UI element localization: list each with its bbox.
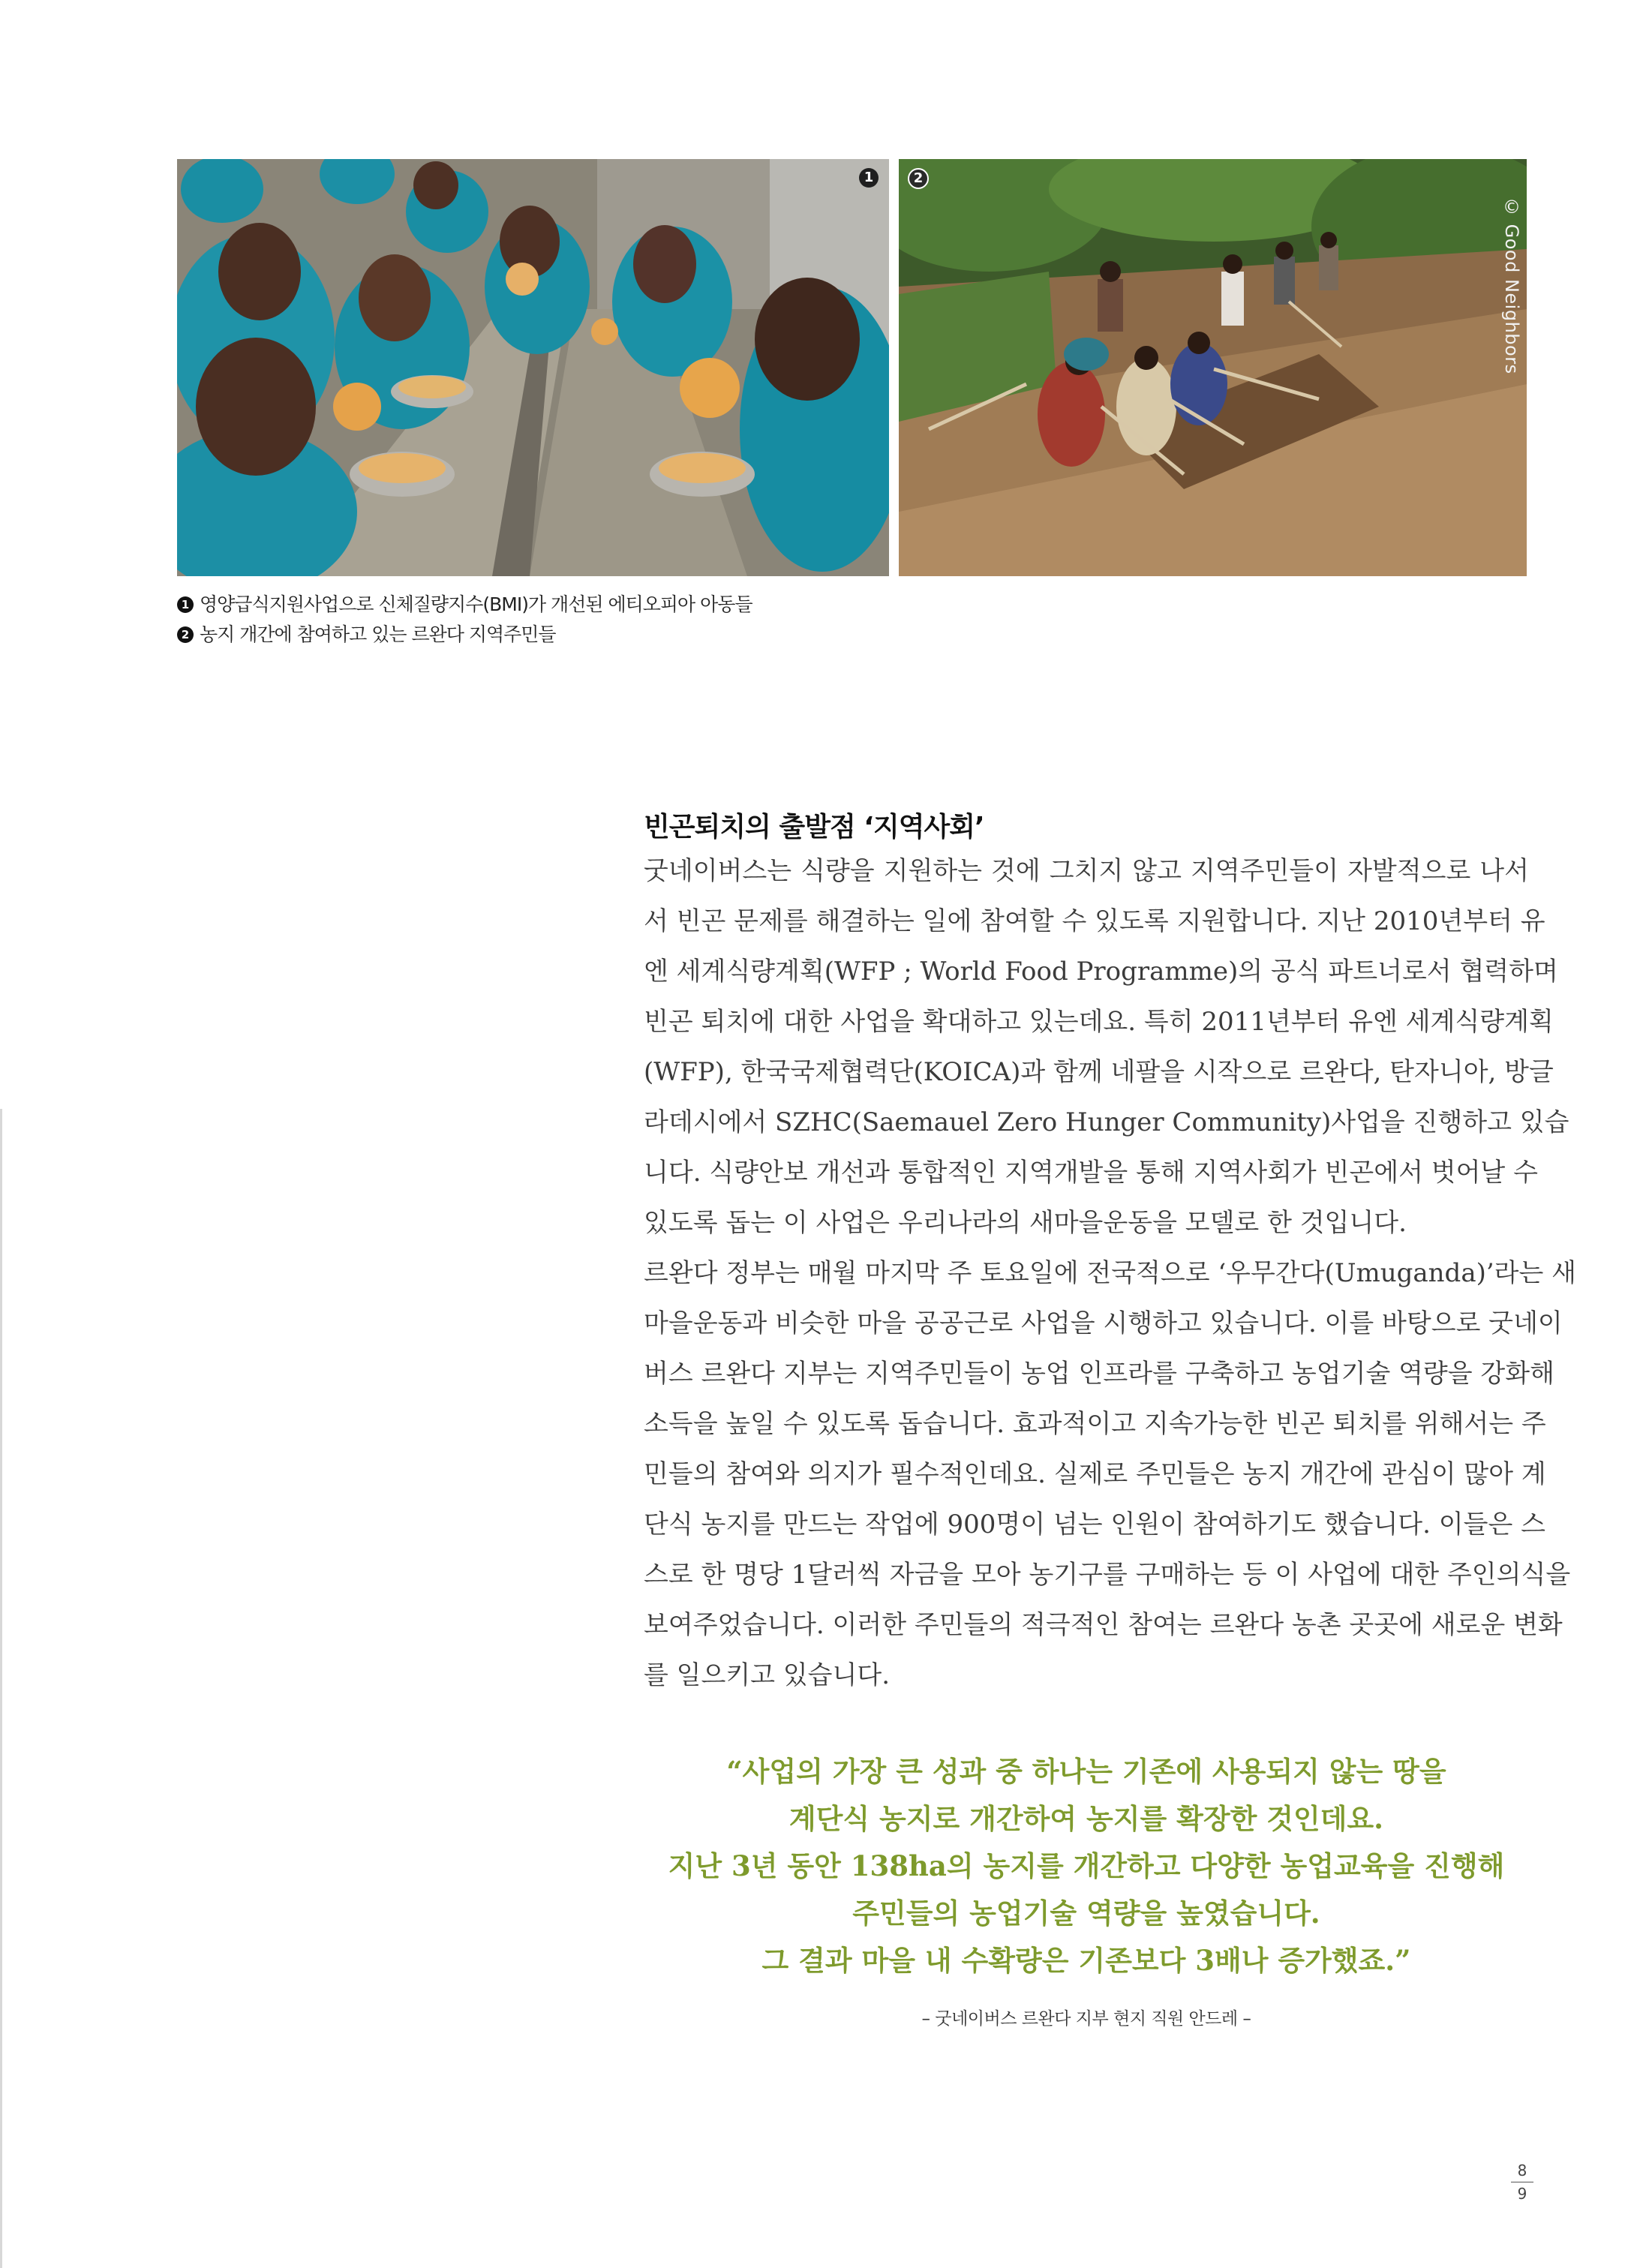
body-line: 르완다 정부는 매월 마지막 주 토요일에 전국적으로 ‘우무간다(Umuganda)’라는 새 — [644, 1258, 1576, 1288]
body-line: 민들의 참여와 의지가 필수적인데요. 실제로 주민들은 농지 개간에 관심이 많아 계 — [644, 1459, 1546, 1489]
body-line: 굿네이버스는 식량을 지원하는 것에 그치지 않고 지역주민들이 자발적으로 나서 — [644, 856, 1529, 886]
quote-line: 지난 3년 동안 138ha의 농지를 개간하고 다양한 농업교육을 진행해 — [668, 1849, 1505, 1882]
photo-children-illustration — [177, 159, 889, 576]
body-line: 마을운동과 비슷한 마을 공공근로 사업을 시행하고 있습니다. 이를 바탕으로 굿네이 — [644, 1308, 1563, 1338]
photo-badge-2: 2 — [908, 168, 929, 189]
body-line: 보여주었습니다. 이러한 주민들의 적극적인 참여는 르완다 농촌 곳곳에 새로운 변화 — [644, 1610, 1563, 1640]
body-line: (WFP), 한국국제협력단(KOICA)과 함께 네팔을 시작으로 르완다, 탄자니아, 방글 — [644, 1057, 1554, 1087]
quote-line: “사업의 가장 큰 성과 중 하나는 기존에 사용되지 않는 땅을 — [726, 1755, 1446, 1788]
body-line: 버스 르완다 지부는 지역주민들이 농업 인프라를 구축하고 농업기술 역량을 강화해 — [644, 1359, 1554, 1389]
quote-attribution: – 굿네이버스 르완다 지부 현지 직원 안드레 – — [921, 2009, 1251, 2029]
photo-captions — [177, 590, 752, 650]
body-line: 단식 농지를 만드는 작업에 900명이 넘는 인원이 참여하기도 했습니다. 이들은 스 — [644, 1509, 1545, 1540]
caption-2 — [177, 620, 752, 650]
caption-1 — [177, 590, 752, 620]
body-line: 있도록 돕는 이 사업은 우리나라의 새마을운동을 모델로 한 것입니다. — [644, 1208, 1407, 1238]
body-line: 스로 한 명당 1달러씩 자금을 모아 농기구를 구매하는 등 이 사업에 대한 주인의식을 — [644, 1560, 1571, 1590]
left-margin-rule — [0, 1109, 2, 2268]
caption-text-2: 농지 개간에 참여하고 있는 르완다 지역주민들 — [200, 623, 556, 645]
photo-rwandan-farmers — [899, 159, 1527, 576]
page-number-left: 8 — [1517, 2161, 1527, 2179]
page-numbers — [1511, 2161, 1533, 2203]
page-number-right: 9 — [1517, 2185, 1527, 2203]
caption-badge-2: 2 — [177, 626, 194, 643]
body-line: 니다. 식량안보 개선과 통합적인 지역개발을 통해 지역사회가 빈곤에서 벗어날 수 — [644, 1158, 1538, 1188]
body-line: 서 빈곤 문제를 해결하는 일에 참여할 수 있도록 지원합니다. 지난 2010년부터 유 — [644, 906, 1545, 936]
body-line: 엔 세계식량계획(WFP ; World Food Programme)의 공식 파트너로서 협력하며 — [644, 957, 1558, 987]
body-line: 빈곤 퇴치에 대한 사업을 확대하고 있는데요. 특히 2011년부터 유엔 세계식량계획 — [644, 1007, 1554, 1037]
body-line: 를 일으키고 있습니다. — [644, 1660, 891, 1690]
article-body — [644, 846, 1576, 1701]
section-title: 빈곤퇴치의 출발점 ‘지역사회’ — [644, 812, 984, 843]
photo-credit: © Good Neighbors — [1501, 197, 1522, 374]
quote-line: 계단식 농지로 개간하여 농지를 확장한 것인데요. — [788, 1802, 1384, 1835]
body-line: 소득을 높일 수 있도록 돕습니다. 효과적이고 지속가능한 빈곤 퇴치를 위해서는 주 — [644, 1409, 1546, 1439]
pull-quote — [644, 1748, 1529, 1984]
quote-line: 주민들의 농업기술 역량을 높였습니다. — [852, 1897, 1320, 1930]
caption-text-1: 영양급식지원사업으로 신체질량지수(BMI)가 개선된 에티오피아 아동들 — [200, 593, 752, 615]
photo-ethiopian-children — [177, 159, 889, 576]
photo-farmers-illustration — [899, 159, 1527, 576]
photo-badge-1: 1 — [859, 168, 879, 188]
caption-badge-1: 1 — [177, 596, 194, 613]
quote-line: 그 결과 마을 내 수확량은 기존보다 3배나 증가했죠.” — [761, 1944, 1411, 1977]
body-line: 라데시에서 SZHC(Saemauel Zero Hunger Community)사업을 진행하고 있습 — [644, 1107, 1569, 1137]
